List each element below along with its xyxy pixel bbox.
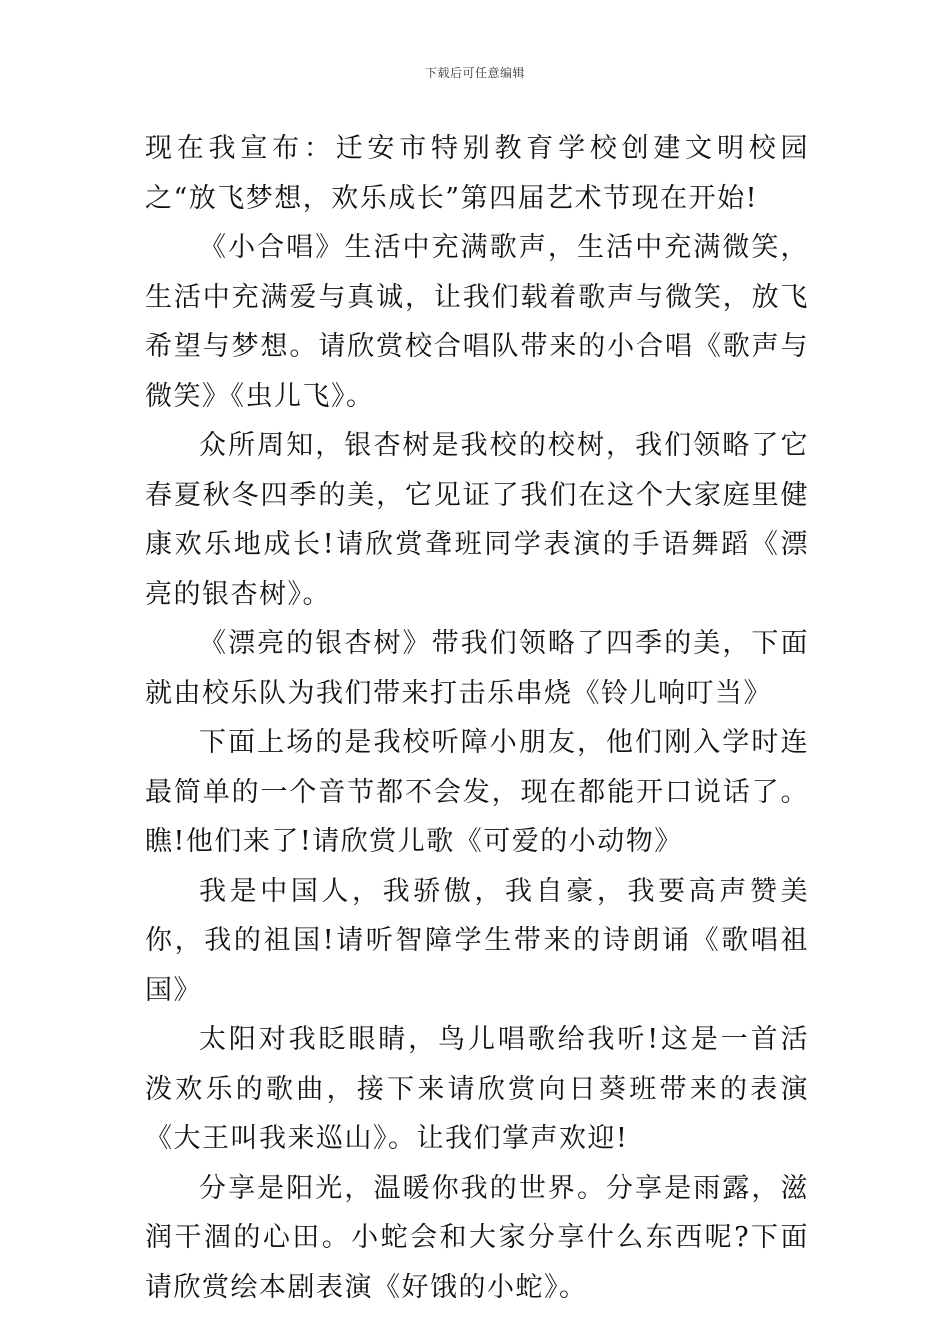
document-body [145, 124, 809, 1312]
paragraph-sunflower-performance: 太阳对我眨眼睛，鸟儿唱歌给我听!这是一首活泼欢乐的歌曲，接下来请欣赏向日葵班带来的表演《大王叫我来巡山》。让我们掌声欢迎! [145, 1024, 809, 1154]
page-header: 下载后可任意编辑 [424, 66, 525, 80]
paragraph-percussion: 《漂亮的银杏树》带我们领略了四季的美，下面就由校乐队为我们带来打击乐串烧《铃儿响叮当》 [145, 628, 809, 709]
paragraph-nursery-rhyme: 下面上场的是我校听障小朋友，他们刚入学时连最简单的一个音节都不会发，现在都能开口说话了。瞧!他们来了!请欣赏儿歌《可爱的小动物》 [145, 727, 809, 857]
paragraph-ginkgo-dance: 众所周知，银杏树是我校的校树，我们领略了它春夏秋冬四季的美，它见证了我们在这个大家庭里健康欢乐地成长!请欣赏聋班同学表演的手语舞蹈《漂亮的银杏树》。 [145, 430, 809, 610]
paragraph-small-chorus: 《小合唱》生活中充满歌声，生活中充满微笑，生活中充满爱与真诚，让我们载着歌声与微笑，放飞希望与梦想。请欣赏校合唱队带来的小合唱《歌声与微笑》《虫儿飞》。 [145, 232, 809, 412]
paragraph-opening-announcement: 现在我宣布：迁安市特别教育学校创建文明校园之“放飞梦想，欢乐成长”第四届艺术节现在开始! [145, 133, 809, 214]
paragraph-picture-book-play: 分享是阳光，温暖你我的世界。分享是雨露，滋润干涸的心田。小蛇会和大家分享什么东西呢?下面请欣赏绘本剧表演《好饿的小蛇》。 [145, 1172, 809, 1303]
paragraph-poem-recital: 我是中国人，我骄傲，我自豪，我要高声赞美你，我的祖国!请听智障学生带来的诗朗诵《歌唱祖国》 [145, 875, 809, 1006]
